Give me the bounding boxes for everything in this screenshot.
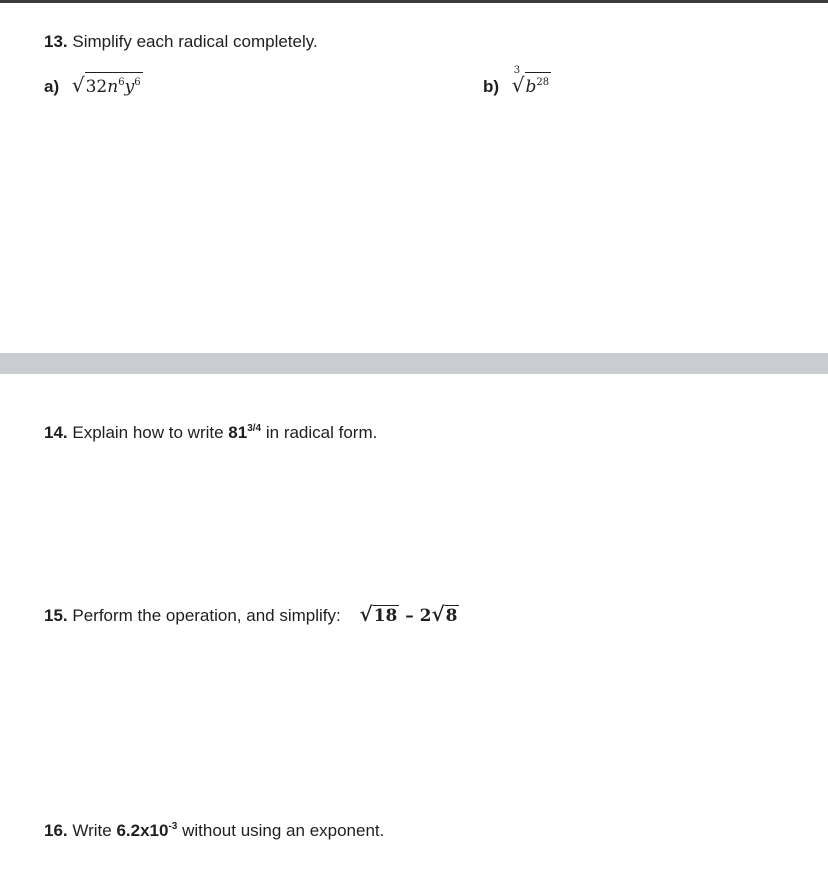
radical-sign-icon: √ bbox=[431, 602, 445, 626]
radical-operation bbox=[359, 602, 459, 626]
section-divider-band bbox=[0, 353, 828, 374]
question-text-before: Explain how to write bbox=[72, 423, 224, 442]
variable-n: n bbox=[107, 77, 119, 97]
operator-coefficient: – 2 bbox=[405, 606, 432, 626]
radical-sign-icon: √ bbox=[511, 73, 525, 97]
question-14 bbox=[44, 423, 377, 443]
question-number: 14. bbox=[44, 423, 68, 442]
fraction-exponent: 3/4 bbox=[247, 423, 262, 434]
part-b-label: b) bbox=[483, 77, 500, 96]
question-text-after: in radical form. bbox=[265, 423, 378, 442]
question-number: 15. bbox=[44, 606, 68, 625]
scientific-exponent: -3 bbox=[168, 821, 178, 832]
part-a-label: a) bbox=[44, 77, 60, 96]
radical-expression-b bbox=[511, 65, 551, 97]
exponent-b: 28 bbox=[536, 77, 550, 88]
question-15 bbox=[44, 602, 459, 626]
scientific-number: $6.2x10^{-3}$ bbox=[116, 821, 178, 840]
question-prompt: Simplify each radical completely. bbox=[72, 32, 318, 51]
top-rule bbox=[0, 0, 828, 3]
question-16 bbox=[44, 821, 384, 841]
radicand-2: 8 bbox=[445, 606, 458, 626]
radical-index: 3 bbox=[513, 65, 521, 76]
variable-b: b bbox=[525, 77, 537, 97]
coefficient: 32 bbox=[85, 77, 108, 97]
question-13b bbox=[483, 65, 551, 97]
question-number: 16. bbox=[44, 821, 68, 840]
radical-sign-icon: √ bbox=[71, 73, 85, 97]
radical-expression-a bbox=[72, 72, 143, 97]
question-13a bbox=[44, 72, 143, 97]
question-13 bbox=[44, 32, 318, 52]
question-text-before: Write bbox=[72, 821, 112, 840]
variable-y: y bbox=[124, 77, 135, 97]
exponent-n: 6 bbox=[118, 77, 125, 88]
question-number: 13. bbox=[44, 32, 68, 51]
radicand-1: 18 bbox=[373, 606, 398, 626]
base-number: $81^{3/4}$ bbox=[228, 423, 262, 442]
radical-sign-icon: √ bbox=[359, 602, 373, 626]
question-prompt: Perform the operation, and simplify: bbox=[72, 606, 341, 625]
question-text-after: without using an exponent. bbox=[182, 821, 385, 840]
exponent-y: 6 bbox=[134, 77, 141, 88]
